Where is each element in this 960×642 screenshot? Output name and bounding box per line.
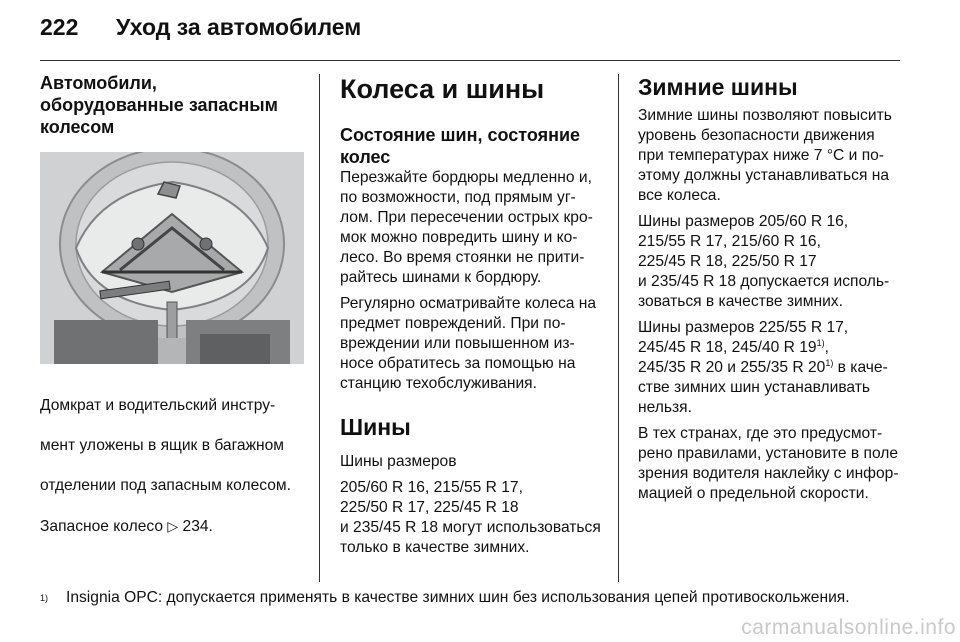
column-divider-1 xyxy=(319,74,320,582)
spare-wheel-heading: Автомобили, оборудованные запасным колесом xyxy=(40,73,278,137)
page-title: Уход за автомобилем xyxy=(116,14,362,40)
winter-tyres-paragraph-1: Зимние шины позволяют повысить уровень безопасности движения при температурах ниже 7 °C и по- этому должны устанавливаться на все колеса. xyxy=(638,107,892,204)
tyres-paragraph-1: Шины размеров xyxy=(340,453,457,470)
page-number: 222 xyxy=(40,14,79,40)
column-2 xyxy=(340,72,605,564)
jack-tool-illustration xyxy=(40,152,304,364)
footnote-text: Insignia OPC: допускается применять в качестве зимних шин без использования цепей противоскольжения. xyxy=(66,589,850,606)
winter-tyres-paragraph-4: В тех странах, где это предусмот- рено правилами, установите в поле зрения водителя наклейку с инфор- мацией о предельной скорости. xyxy=(638,425,899,502)
tyres-paragraph-2: 205/60 R 16, 215/55 R 17, 225/50 R 17, 225/45 R 18 и 235/45 R 18 могут использоваться только в качестве зимних. xyxy=(340,479,601,556)
caption-line-3: отделении под запасным колесом. xyxy=(40,477,291,494)
tyre-condition-heading: Состояние шин, состояние колес xyxy=(340,125,581,167)
jack-illustration-svg xyxy=(40,152,304,364)
column-3 xyxy=(638,72,903,510)
spare-wheel-reference[interactable]: Запасное колесо ▷ 234. xyxy=(40,518,213,535)
wheels-tyres-heading: Колеса и шины xyxy=(340,74,545,104)
tyres-heading: Шины xyxy=(340,414,411,440)
caption-line-2: мент уложены в ящик в багажном xyxy=(40,437,285,454)
footnote-ref-2: 1) xyxy=(825,357,834,368)
winter-tyres-paragraph-3: Шины размеров 225/55 R 17, 245/45 R 18, 245/40 R 19$^{1)}$, 245/35 R 20 и 255/35 R 20$^{1)}$ в каче- стве зимних шин устанавливать нельзя. xyxy=(638,319,888,416)
page-header xyxy=(40,14,361,41)
footnote xyxy=(40,588,920,608)
column-1 xyxy=(40,72,305,543)
footnote-mark: 1) xyxy=(40,593,49,603)
tyre-condition-paragraph-1: Перезжайте бордюры медленно и, по возможности, под прямым уг- лом. При пересечении острых кро- мок можно повредить шину и ко- лесо. Во время стоянки не прити- райтесь шинами к бордюру. xyxy=(340,169,593,286)
winter-tyres-paragraph-2: Шины размеров 205/60 R 16, 215/55 R 17, 215/60 R 16, 225/45 R 18, 225/50 R 17 и 235/45 R 18 допускается исполь- зоваться в качестве зимних. xyxy=(638,213,890,310)
arrow-reference-icon: ▷ xyxy=(167,518,179,534)
column-divider-2 xyxy=(618,74,619,582)
caption-line-1: Домкрат и водительский инстру- xyxy=(40,397,276,414)
header-rule xyxy=(40,60,900,61)
illustration-caption xyxy=(40,376,305,537)
site-watermark: carmanualsonline.info xyxy=(741,616,956,639)
winter-tyres-heading: Зимние шины xyxy=(638,74,798,100)
tyre-condition-paragraph-2: Регулярно осматривайте колеса на предмет повреждений. При по- вреждении или повышенном из- носе обратитесь за помощью на станцию техобслуживания. xyxy=(340,295,597,392)
footnote-ref-1: 1) xyxy=(816,337,825,348)
